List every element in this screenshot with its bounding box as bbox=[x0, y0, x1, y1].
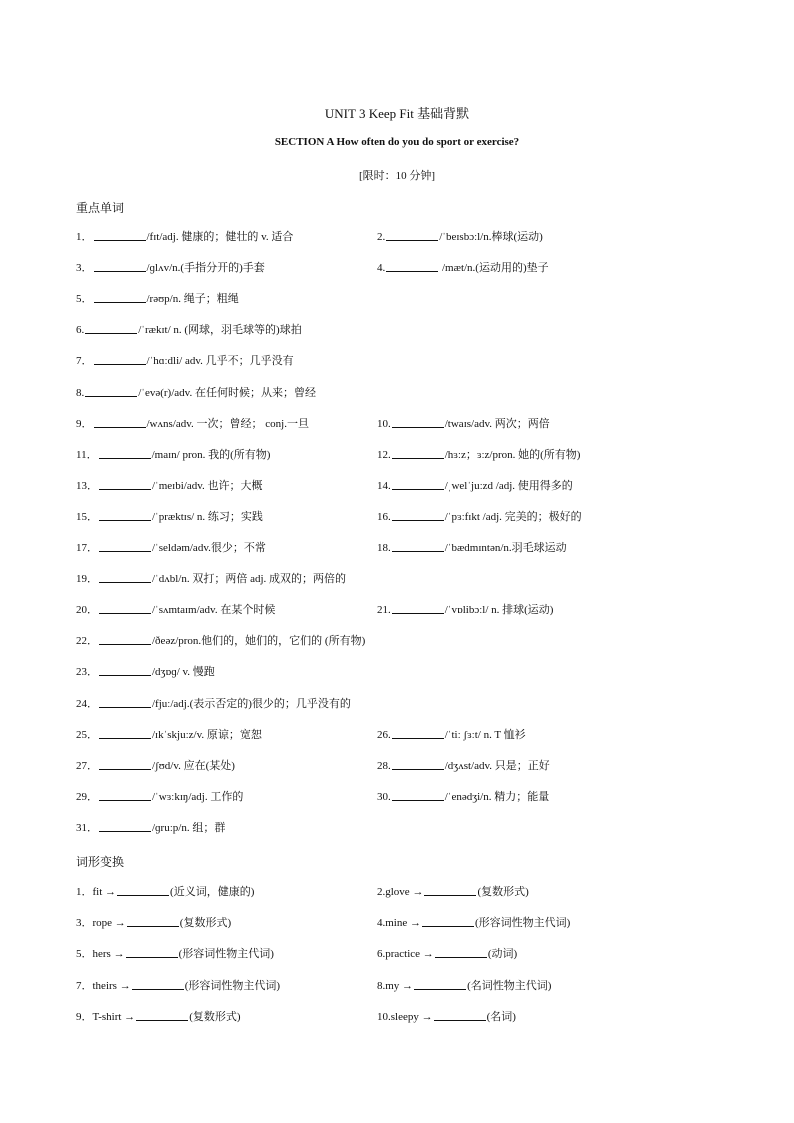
vocab-item bbox=[377, 414, 550, 434]
vocab-row bbox=[76, 476, 726, 496]
vocab-item bbox=[377, 756, 550, 776]
answer-blank[interactable] bbox=[126, 945, 178, 958]
vocab-item bbox=[76, 320, 302, 340]
vocab-item bbox=[377, 538, 567, 558]
answer-blank[interactable] bbox=[94, 415, 146, 428]
transform-item bbox=[76, 882, 254, 902]
item-definition: /wʌns/adv. 一次；曾经； conj.一旦 bbox=[146, 417, 309, 430]
item-number: 3． bbox=[76, 917, 93, 930]
answer-blank[interactable] bbox=[99, 726, 151, 739]
vocab-item bbox=[76, 631, 365, 651]
item-hint: (动词) bbox=[487, 948, 518, 961]
item-definition: /mæt/n.(运动用的)垫子 bbox=[439, 262, 549, 275]
item-hint: (名词) bbox=[486, 1010, 516, 1023]
answer-blank[interactable] bbox=[99, 663, 151, 676]
transform-heading: 词形变换 bbox=[76, 855, 125, 869]
transform-row bbox=[76, 944, 726, 964]
item-number: 26. bbox=[377, 728, 391, 741]
transform-item bbox=[377, 976, 551, 996]
answer-blank[interactable] bbox=[435, 945, 487, 958]
item-number: 9． bbox=[76, 417, 93, 430]
transform-item bbox=[76, 944, 274, 964]
item-number: 3． bbox=[76, 262, 93, 275]
item-definition: /maɪn/ pron. 我的(所有物) bbox=[151, 448, 271, 461]
vocab-row bbox=[76, 445, 726, 465]
time-limit: [限时：10 分钟] bbox=[358, 170, 436, 182]
vocab-item bbox=[377, 476, 573, 496]
vocab-row bbox=[76, 320, 726, 340]
item-definition: /ˈenədʒi/n. 精力；能量 bbox=[444, 790, 550, 803]
item-number: 2. bbox=[377, 231, 386, 243]
answer-blank[interactable] bbox=[392, 539, 444, 552]
vocab-row bbox=[76, 694, 726, 714]
item-definition: /ˈrækɪt/ n. (网球，羽毛球等的)球拍 bbox=[138, 324, 302, 337]
vocab-row bbox=[76, 538, 726, 558]
vocab-item bbox=[76, 787, 243, 807]
item-definition: /twaɪs/adv. 两次；两倍 bbox=[444, 417, 550, 430]
answer-blank[interactable] bbox=[94, 352, 146, 365]
transform-item bbox=[377, 1007, 516, 1027]
vocab-row bbox=[76, 569, 726, 589]
item-number: 17． bbox=[76, 542, 98, 554]
answer-blank[interactable] bbox=[392, 446, 444, 459]
item-number: 31． bbox=[76, 821, 98, 834]
transform-row bbox=[76, 1007, 726, 1027]
item-number: 25． bbox=[76, 728, 98, 741]
item-number: 11． bbox=[76, 448, 98, 461]
item-number: 22． bbox=[76, 635, 98, 648]
answer-blank[interactable] bbox=[99, 757, 151, 770]
answer-blank[interactable] bbox=[127, 914, 179, 927]
answer-blank[interactable] bbox=[392, 726, 444, 739]
item-definition: /ɡlʌv/n.(手指分开的)手套 bbox=[146, 262, 265, 275]
vocab-item bbox=[76, 538, 266, 558]
vocab-item bbox=[76, 725, 262, 745]
item-number: 6. bbox=[76, 324, 85, 337]
answer-blank[interactable] bbox=[99, 601, 151, 614]
vocab-item bbox=[76, 569, 346, 589]
answer-blank[interactable] bbox=[434, 1008, 486, 1021]
item-definition: /ˈseldəm/adv.很少；不常 bbox=[152, 542, 266, 554]
vocab-row bbox=[76, 600, 726, 620]
item-hint: (名词性物主代词) bbox=[467, 979, 552, 992]
item-definition: /ʃʊd/v. 应在(某处) bbox=[152, 759, 235, 772]
answer-blank[interactable] bbox=[85, 321, 137, 334]
vocab-row bbox=[76, 787, 726, 807]
vocab-item bbox=[76, 258, 265, 278]
item-number: 30. bbox=[377, 790, 391, 803]
vocab-item bbox=[377, 227, 543, 247]
item-number: 9． bbox=[76, 1010, 93, 1023]
item-number: 8. bbox=[377, 979, 386, 992]
vocab-row bbox=[76, 507, 726, 527]
answer-blank[interactable] bbox=[117, 883, 169, 896]
answer-blank[interactable] bbox=[99, 570, 151, 583]
item-definition: /ˈsʌmtaɪm/adv. 在某个时候 bbox=[152, 604, 276, 617]
item-hint: (形容词性物主代词) bbox=[178, 948, 274, 961]
item-number: 14. bbox=[377, 479, 391, 492]
item-hint: (复数形式) bbox=[189, 1010, 241, 1023]
vocab-item bbox=[377, 600, 553, 620]
page-title: UNIT 3 Keep Fit 基础背默 bbox=[324, 106, 470, 121]
item-definition: /ˈpɜːfɪkt /adj. 完美的；极好的 bbox=[444, 510, 582, 523]
source-word: fit → bbox=[92, 886, 117, 898]
answer-blank[interactable] bbox=[99, 788, 151, 801]
item-number: 15． bbox=[76, 510, 98, 523]
item-number: 29． bbox=[76, 790, 98, 803]
section-subtitle: SECTION A How often do you do sport or exercise? bbox=[274, 136, 520, 148]
vocab-item bbox=[76, 227, 293, 247]
item-definition: /ˈbædmɪntən/n.羽毛球运动 bbox=[444, 542, 567, 554]
vocab-item bbox=[76, 662, 215, 682]
answer-blank[interactable] bbox=[392, 757, 444, 770]
answer-blank[interactable] bbox=[392, 788, 444, 801]
vocab-row bbox=[76, 351, 726, 371]
transform-item bbox=[76, 913, 231, 933]
source-word: my → bbox=[385, 979, 414, 992]
item-hint: (近义词，健康的) bbox=[170, 886, 255, 898]
item-hint: (形容词性物主代词) bbox=[184, 979, 281, 992]
transform-item bbox=[377, 944, 517, 964]
item-definition: /ˈevə(r)/adv. 在任何时候；从来；曾经 bbox=[138, 386, 316, 399]
item-number: 28. bbox=[377, 759, 391, 772]
item-number: 5． bbox=[76, 293, 93, 306]
item-number: 2. bbox=[377, 886, 386, 898]
vocab-row bbox=[76, 414, 726, 434]
item-number: 23． bbox=[76, 666, 98, 679]
answer-blank[interactable] bbox=[99, 819, 151, 832]
vocab-item bbox=[76, 351, 294, 371]
vocab-row bbox=[76, 383, 726, 403]
answer-blank[interactable] bbox=[99, 695, 151, 708]
item-hint: (复数形式) bbox=[477, 886, 529, 898]
answer-blank[interactable] bbox=[94, 290, 146, 303]
item-definition: /ˌwelˈjuːzd /adj. 使用得多的 bbox=[444, 479, 573, 492]
item-number: 5． bbox=[76, 948, 93, 961]
vocab-item bbox=[76, 476, 263, 496]
transform-item bbox=[76, 1007, 241, 1027]
item-number: 1． bbox=[76, 886, 93, 898]
item-hint: (复数形式) bbox=[179, 917, 232, 930]
item-hint: (形容词性物主代词) bbox=[475, 917, 571, 930]
vocab-row bbox=[76, 756, 726, 776]
item-definition: /dʒʌst/adv. 只是；正好 bbox=[444, 759, 550, 772]
item-number: 7． bbox=[76, 355, 93, 368]
vocab-row bbox=[76, 258, 726, 278]
vocab-row bbox=[76, 289, 726, 309]
item-number: 16. bbox=[377, 510, 391, 523]
source-word: glove → bbox=[385, 886, 424, 898]
vocab-item bbox=[76, 818, 225, 838]
source-word: practice → bbox=[385, 948, 434, 961]
item-definition: /ˈpræktɪs/ n. 练习；实践 bbox=[152, 510, 263, 523]
item-number: 13． bbox=[76, 479, 98, 492]
answer-blank[interactable] bbox=[99, 508, 151, 521]
answer-blank[interactable] bbox=[99, 539, 151, 552]
transform-item bbox=[76, 976, 280, 996]
vocab-row bbox=[76, 818, 726, 838]
vocab-heading: 重点单词 bbox=[76, 201, 125, 215]
answer-blank[interactable] bbox=[424, 883, 476, 896]
vocab-item bbox=[377, 725, 526, 745]
item-number: 6. bbox=[377, 948, 386, 961]
vocab-row bbox=[76, 227, 726, 247]
answer-blank[interactable] bbox=[392, 601, 444, 614]
answer-blank[interactable] bbox=[85, 384, 137, 397]
item-definition: /ˈdʌbl/n. 双打；两倍 adj. 成双的；两倍的 bbox=[152, 573, 347, 586]
item-number: 24． bbox=[76, 697, 98, 710]
vocab-item bbox=[76, 756, 235, 776]
item-number: 19． bbox=[76, 573, 98, 586]
item-definition: /ˈtiː ʃɜːt/ n. T 恤衫 bbox=[444, 728, 526, 741]
answer-blank[interactable] bbox=[99, 632, 151, 645]
vocab-item bbox=[377, 507, 582, 527]
vocab-item bbox=[377, 787, 549, 807]
vocab-row bbox=[76, 631, 726, 651]
vocab-row bbox=[76, 725, 726, 745]
transform-row bbox=[76, 882, 726, 902]
vocab-item bbox=[76, 600, 275, 620]
answer-blank[interactable] bbox=[94, 259, 146, 272]
source-word: rope → bbox=[92, 917, 126, 930]
transform-item bbox=[377, 882, 529, 902]
item-number: 10. bbox=[377, 1010, 391, 1023]
answer-blank[interactable] bbox=[392, 477, 444, 490]
item-number: 21. bbox=[377, 604, 391, 617]
item-definition: /hɜːz；ɜːz/pron. 她的(所有物) bbox=[444, 448, 581, 461]
answer-blank[interactable] bbox=[392, 415, 444, 428]
answer-blank[interactable] bbox=[386, 259, 438, 272]
item-number: 12. bbox=[377, 448, 391, 461]
item-number: 4. bbox=[377, 917, 386, 930]
source-word: theirs → bbox=[92, 979, 131, 992]
item-number: 27． bbox=[76, 759, 98, 772]
vocab-row bbox=[76, 662, 726, 682]
vocab-item bbox=[76, 507, 263, 527]
item-number: 8. bbox=[76, 386, 85, 399]
item-number: 10. bbox=[377, 417, 391, 430]
answer-blank[interactable] bbox=[94, 228, 146, 241]
source-word: T-shirt → bbox=[92, 1010, 136, 1023]
vocab-item bbox=[76, 694, 351, 714]
answer-blank[interactable] bbox=[414, 977, 466, 990]
item-definition: /ˈbeɪsbɔːl/n.棒球(运动) bbox=[439, 231, 543, 243]
vocab-item bbox=[377, 258, 549, 278]
source-word: hers → bbox=[92, 948, 125, 961]
answer-blank[interactable] bbox=[132, 977, 184, 990]
item-definition: /fjuː/adj.(表示否定的)很少的；几乎没有的 bbox=[152, 697, 351, 710]
vocab-item bbox=[76, 414, 309, 434]
answer-blank[interactable] bbox=[99, 446, 151, 459]
item-definition: /ɡruːp/n. 组；群 bbox=[152, 821, 226, 834]
vocab-item bbox=[76, 383, 316, 403]
item-number: 20． bbox=[76, 604, 98, 617]
answer-blank[interactable] bbox=[136, 1008, 188, 1021]
answer-blank[interactable] bbox=[99, 477, 151, 490]
item-number: 1． bbox=[76, 231, 93, 243]
vocab-item bbox=[76, 289, 239, 309]
item-definition: /ˈvɒlibɔːl/ n. 排球(运动) bbox=[444, 604, 554, 617]
transform-row bbox=[76, 976, 726, 996]
vocab-item bbox=[377, 445, 580, 465]
item-definition: /ˈwɜːkɪŋ/adj. 工作的 bbox=[152, 790, 244, 803]
item-definition: /ˈhɑːdli/ adv. 几乎不；几乎没有 bbox=[146, 355, 294, 368]
item-definition: /rəʊp/n. 绳子；粗绳 bbox=[146, 293, 239, 306]
item-number: 4. bbox=[377, 262, 386, 275]
item-definition: /ˈmeɪbi/adv. 也许；大概 bbox=[152, 479, 263, 492]
source-word: sleepy → bbox=[390, 1010, 433, 1023]
item-definition: /dʒɒɡ/ v. 慢跑 bbox=[152, 666, 215, 679]
item-number: 18. bbox=[377, 542, 391, 554]
item-definition: /ðeəz/pron.他们的，她们的，它们的 (所有物) bbox=[152, 635, 366, 648]
answer-blank[interactable] bbox=[392, 508, 444, 521]
source-word: mine → bbox=[385, 917, 421, 930]
item-definition: /fɪt/adj. 健康的；健壮的 v. 适合 bbox=[146, 231, 294, 243]
answer-blank[interactable] bbox=[386, 228, 438, 241]
vocab-item bbox=[76, 445, 270, 465]
answer-blank[interactable] bbox=[422, 914, 474, 927]
item-definition: /ɪkˈskjuːz/v. 原谅；宽恕 bbox=[152, 728, 262, 741]
item-number: 7． bbox=[76, 979, 93, 992]
transform-row bbox=[76, 913, 726, 933]
transform-item bbox=[377, 913, 570, 933]
